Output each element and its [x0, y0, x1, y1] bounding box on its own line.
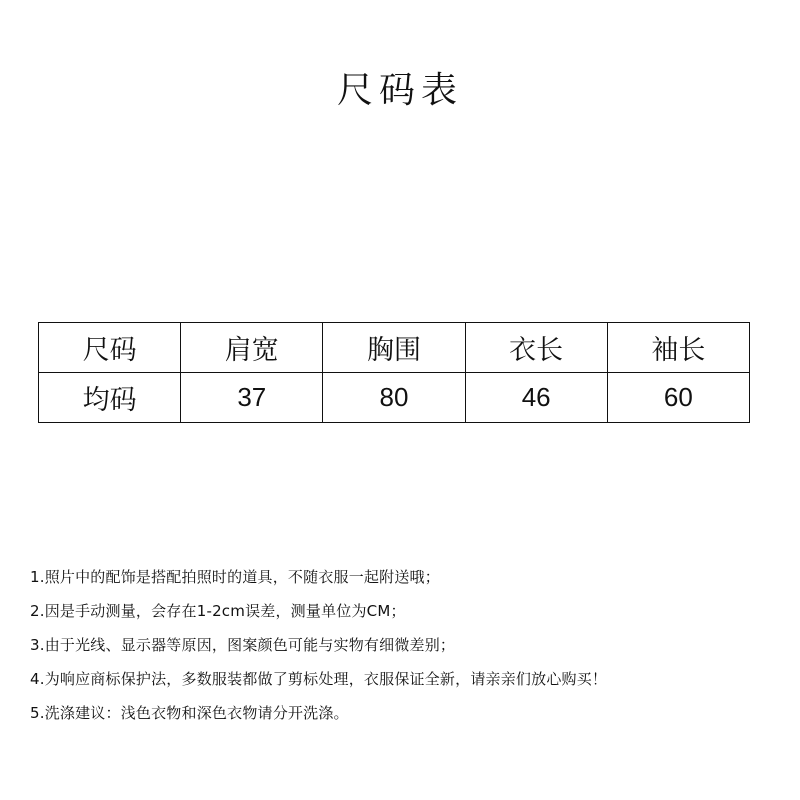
note-item: 2.因是手动测量，会存在1-2cm误差，测量单位为CM；: [30, 602, 406, 620]
table-header-row: [39, 323, 750, 373]
note-item: 1.照片中的配饰是搭配拍照时的道具，不随衣服一起附送哦；: [30, 568, 440, 586]
note-item: 4.为响应商标保护法，多数服装都做了剪标处理，衣服保证全新，请亲亲们放心购买！: [30, 670, 608, 688]
cell-sleeve: 60: [607, 373, 749, 423]
cell-length: 46: [465, 373, 607, 423]
header-cell-shoulder: 肩宽: [181, 323, 323, 373]
header-cell-length: 衣长: [465, 323, 607, 373]
size-chart-table: [38, 322, 750, 423]
note-item: 5.洗涤建议：浅色衣物和深色衣物请分开洗涤。: [30, 704, 349, 722]
cell-chest: 80: [323, 373, 465, 423]
header-cell-chest: 胸围: [323, 323, 465, 373]
header-cell-size: 尺码: [39, 323, 181, 373]
cell-size: 均码: [39, 373, 181, 423]
page-title: 尺码表: [336, 70, 463, 111]
notes-list: [30, 566, 790, 736]
table-row: [39, 373, 750, 423]
note-item: 3.由于光线、显示器等原因，图案颜色可能与实物有细微差别；: [30, 636, 456, 654]
header-cell-sleeve: 袖长: [607, 323, 749, 373]
cell-shoulder: 37: [181, 373, 323, 423]
